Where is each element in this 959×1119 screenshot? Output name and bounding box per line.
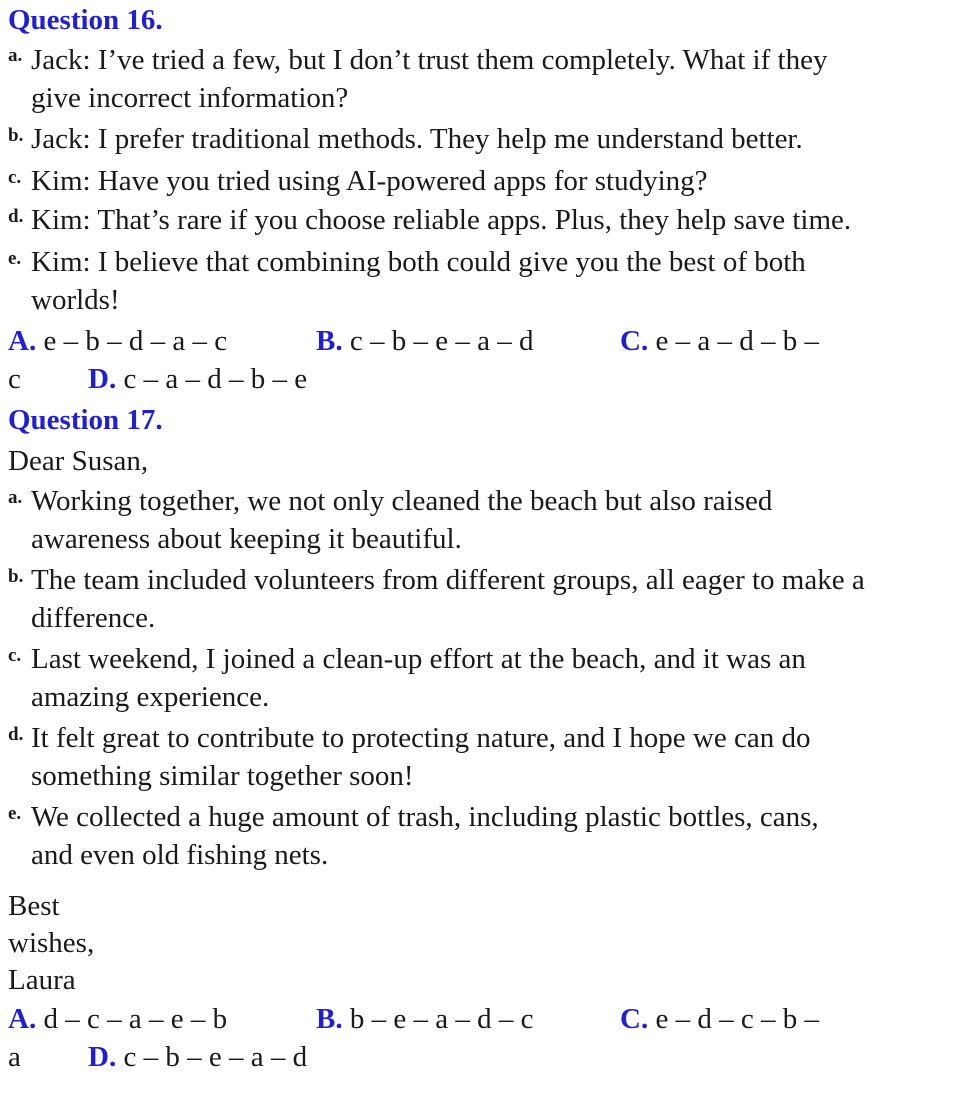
q17-option-c-continuation: a [8, 1041, 21, 1073]
option-letter: A. [8, 325, 37, 357]
q17-item-c-line1: Last weekend, I joined a clean-up effort at the beach, and it was an [31, 643, 806, 675]
q16-option-d[interactable] [88, 363, 307, 396]
q17-item-d-line1: It felt great to contribute to protecting nature, and I hope we can do [31, 722, 811, 754]
item-marker: a. [8, 45, 23, 66]
q16-item-b-line1: Jack: I prefer traditional methods. They help me understand better. [31, 123, 803, 155]
q17-item-b-line1: The team included volunteers from different groups, all eager to make a [31, 564, 865, 596]
question-16-title: Question 16. [8, 4, 163, 36]
q17-item-c [8, 645, 21, 667]
item-marker: d. [8, 206, 24, 227]
q16-item-a-line2: give incorrect information? [31, 82, 349, 114]
q16-item-e-line1: Kim: I believe that combining both could give you the best of both [31, 246, 806, 278]
q16-item-d-line1: Kim: That’s rare if you choose reliable apps. Plus, they help save time. [31, 204, 852, 236]
q17-item-e-line1: We collected a huge amount of trash, including plastic bottles, cans, [31, 801, 819, 833]
q17-item-a-line1: Working together, we not only cleaned the beach but also raised [31, 485, 773, 517]
q16-item-a [8, 45, 22, 67]
option-letter: D. [88, 363, 117, 395]
q16-option-c-continuation: c [8, 363, 21, 395]
item-marker: d. [8, 724, 24, 745]
item-marker: c. [8, 645, 22, 666]
q17-option-c[interactable] [620, 1003, 819, 1036]
q17-item-e [8, 803, 21, 825]
q16-option-c[interactable] [620, 325, 819, 358]
item-marker: a. [8, 487, 23, 508]
q17-item-d-line2: something similar together soon! [31, 760, 414, 792]
option-text: e – d – c – b – [655, 1003, 819, 1035]
option-text: c – a – d – b – e [123, 363, 308, 395]
q16-item-e [8, 248, 21, 270]
q16-option-a[interactable] [8, 325, 227, 358]
q16-item-e-line2: worlds! [31, 284, 120, 316]
q16-item-b [8, 125, 23, 147]
letter-closing-line1: Best [8, 890, 60, 922]
q17-item-a [8, 487, 22, 509]
q17-option-a[interactable] [8, 1003, 227, 1036]
option-letter: D. [88, 1041, 117, 1073]
q17-item-b-line2: difference. [31, 602, 156, 634]
q17-option-b[interactable] [316, 1003, 533, 1036]
q17-item-b [8, 566, 23, 588]
item-marker: c. [8, 167, 22, 188]
option-letter: B. [316, 1003, 343, 1035]
option-text: d – c – a – e – b [43, 1003, 228, 1035]
option-text: c – b – e – a – d [123, 1041, 308, 1073]
option-text: e – b – d – a – c [43, 325, 228, 357]
option-text: e – a – d – b – [655, 325, 819, 357]
q17-item-c-line2: amazing experience. [31, 681, 270, 713]
item-marker: e. [8, 803, 22, 824]
q17-item-a-line2: awareness about keeping it beautiful. [31, 523, 462, 555]
q16-item-c [8, 167, 21, 189]
option-text: c – b – e – a – d [349, 325, 534, 357]
q17-item-d [8, 724, 23, 746]
q16-item-c-line1: Kim: Have you tried using AI-powered apps for studying? [31, 165, 708, 197]
option-text: b – e – a – d – c [349, 1003, 534, 1035]
q17-item-e-line2: and even old fishing nets. [31, 839, 329, 871]
question-17-title: Question 17. [8, 404, 163, 436]
item-marker: b. [8, 125, 24, 146]
q17-option-d[interactable] [88, 1041, 307, 1074]
option-letter: C. [620, 325, 649, 357]
option-letter: C. [620, 1003, 649, 1035]
item-marker: b. [8, 566, 24, 587]
q16-item-a-line1: Jack: I’ve tried a few, but I don’t trust them completely. What if they [31, 44, 828, 76]
letter-closing-line2: wishes, [8, 927, 95, 959]
option-letter: A. [8, 1003, 37, 1035]
q16-item-d [8, 206, 23, 228]
q16-option-b[interactable] [316, 325, 533, 358]
letter-signature: Laura [8, 964, 76, 996]
letter-greeting: Dear Susan, [8, 445, 149, 477]
option-letter: B. [316, 325, 343, 357]
item-marker: e. [8, 248, 22, 269]
